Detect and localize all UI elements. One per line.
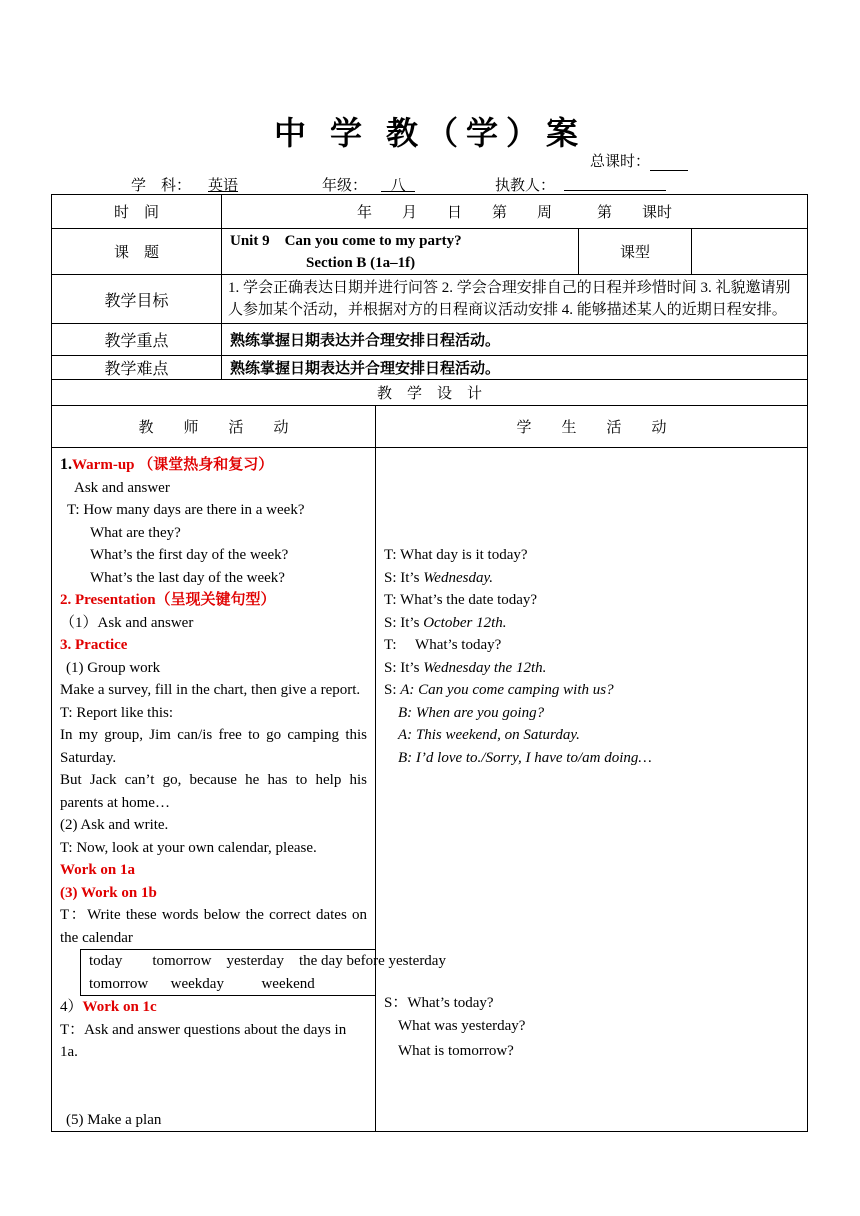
meta-row bbox=[0, 174, 860, 196]
practice-heading: 3. Practice bbox=[60, 637, 128, 653]
line: （1）Ask and answer bbox=[60, 614, 194, 631]
type-value bbox=[692, 229, 808, 275]
time-label: 时 间 bbox=[52, 195, 222, 229]
line: B: When are you going? bbox=[398, 704, 545, 721]
teacher-col-header: 教 师 活 动 bbox=[52, 406, 376, 448]
design-label: 教 学 设 计 bbox=[52, 380, 808, 406]
warmup-heading: 1.Warm-up （课堂热身和复习） bbox=[60, 456, 274, 473]
student-col-header: 学 生 活 动 bbox=[376, 406, 808, 448]
line: What’s the first day of the week? bbox=[90, 547, 289, 563]
lesson-table bbox=[51, 194, 808, 1132]
line: S: It’s October 12th. bbox=[384, 614, 507, 631]
line: S: It’s Wednesday. bbox=[384, 569, 494, 586]
key-value: 熟练掌握日期表达并合理安排日程活动。 bbox=[222, 324, 808, 356]
line: What was yesterday? bbox=[398, 1017, 526, 1034]
line: What is tomorrow? bbox=[398, 1043, 514, 1059]
word-box bbox=[80, 949, 446, 996]
total-hours-blank bbox=[650, 156, 688, 171]
line: T: What’s the date today? bbox=[384, 592, 538, 608]
presentation-heading: 2. Presentation（呈现关键句型） bbox=[60, 592, 276, 608]
teacher-blank bbox=[564, 174, 666, 191]
work-1b-heading: (3) Work on 1b bbox=[60, 884, 157, 901]
difficult-value: 熟练掌握日期表达并合理安排日程活动。 bbox=[222, 356, 808, 380]
line: Ask and answer bbox=[74, 479, 170, 496]
grade-label: 年级： bbox=[322, 178, 368, 194]
line: T: How many days are there in a week? bbox=[67, 502, 305, 518]
line: What are they? bbox=[90, 524, 181, 541]
topic-line2: Section B (1a–1f) bbox=[306, 254, 416, 271]
line: A: This weekend, on Saturday. bbox=[398, 727, 580, 743]
teacher-label: 执教人： bbox=[495, 178, 556, 194]
type-label: 课型 bbox=[579, 229, 692, 275]
topic-value bbox=[222, 229, 579, 275]
goals-label: 教学目标 bbox=[52, 275, 222, 324]
line: But Jack can’t go, because he has to help his parents at home… bbox=[60, 772, 367, 811]
difficult-label: 教学难点 bbox=[52, 356, 222, 380]
line: B: I’d love to./Sorry, I have to/am doing… bbox=[398, 749, 652, 766]
line: T: Now, look at your own calendar, please. bbox=[60, 839, 317, 856]
page-title: 中 学 教（学）案 bbox=[273, 115, 586, 151]
time-value: 年 月 日 第 周 第 课时 bbox=[222, 195, 808, 229]
line: (2) Ask and write. bbox=[60, 817, 169, 833]
key-label: 教学重点 bbox=[52, 324, 222, 356]
line: T: Report like this: bbox=[60, 704, 173, 721]
line: Make a survey, fill in the chart, then give a report. bbox=[60, 682, 361, 698]
work-1a-heading: Work on 1a bbox=[60, 862, 136, 878]
topic-line1: Unit 9 Can you come to my party? bbox=[230, 232, 462, 249]
total-hours-label: 总课时： bbox=[590, 154, 651, 170]
subject-label: 学 科： bbox=[131, 178, 192, 194]
word-box-line: tomorrow weekday weekend bbox=[89, 975, 315, 992]
line: T：Write these words below the correct dates on the calendar bbox=[60, 907, 367, 946]
line: S: It’s Wednesday the 12th. bbox=[384, 659, 547, 676]
subject-value: 英语 bbox=[208, 178, 239, 194]
line: S: A: Can you come camping with us? bbox=[384, 682, 614, 698]
line: What’s the last day of the week? bbox=[90, 569, 285, 586]
grade-value: 八 bbox=[381, 174, 415, 192]
line: (5) Make a plan bbox=[66, 1111, 162, 1128]
work-1c-heading: 4）Work on 1c bbox=[60, 999, 157, 1015]
goals-value: 1. 学会正确表达日期并进行问答 2. 学会合理安排自己的日程并珍惜时间 3. 礼貌邀请别人参加某个活动，并根据对方的日程商议活动安排 4. 能够描述某人的近期日程安排。 bbox=[222, 275, 808, 324]
line: S：What’s today? bbox=[384, 995, 494, 1011]
line: T: What day is it today? bbox=[384, 547, 528, 563]
word-box-line: today tomorrow yesterday the day before yesterday bbox=[89, 953, 446, 969]
student-activity-cell bbox=[376, 448, 808, 1132]
line: T: What’s today? bbox=[384, 637, 502, 653]
line: T：Ask and answer questions about the days in 1a. bbox=[60, 1021, 347, 1060]
line: (1) Group work bbox=[66, 659, 161, 676]
line: In my group, Jim can/is free to go camping this Saturday. bbox=[60, 727, 367, 766]
total-hours bbox=[590, 150, 688, 171]
topic-label: 课 题 bbox=[52, 229, 222, 275]
